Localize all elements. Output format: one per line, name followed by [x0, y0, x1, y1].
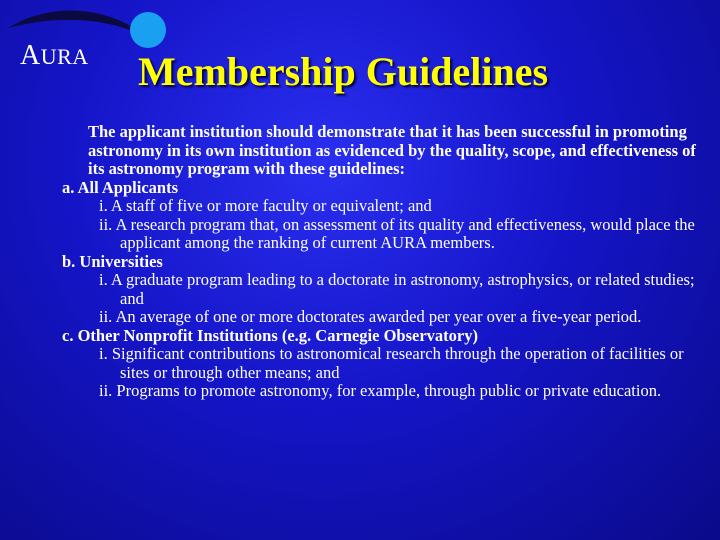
list-item: ii. An average of one or more doctorates awarded per year over a five-year period.: [99, 307, 642, 326]
list-item: i. Significant contributions to astronomical research through the operation of facilities or sites or through other means; and: [99, 344, 684, 382]
aura-logo-text: AURA: [20, 40, 89, 71]
section-heading: b. Universities: [62, 251, 163, 271]
guidelines-body: [62, 123, 712, 401]
list-item: ii. A research program that, on assessment of its quality and effectiveness, would place the applicant among the ranking of current AURA members.: [99, 214, 695, 252]
page-title: Membership Guidelines: [138, 49, 549, 94]
section-heading: a. All Applicants: [62, 177, 178, 197]
section-heading: c. Other Nonprofit Institutions (e.g. Carnegie Observatory): [62, 325, 478, 345]
section-other-nonprofit: [62, 327, 712, 401]
list-item: ii. Programs to promote astronomy, for example, through public or private education.: [99, 381, 662, 400]
list-item: i. A graduate program leading to a doctorate in astronomy, astrophysics, or related studies; and: [99, 270, 695, 308]
list-item: i. A staff of five or more faculty or equivalent; and: [99, 196, 432, 215]
intro-paragraph: The applicant institution should demonstrate that it has been successful in promoting astronomy in its own institution as evidenced by the quality, scope, and effectiveness of its astronomy program with these guidelines:: [88, 122, 696, 178]
section-universities: [62, 253, 712, 327]
section-all-applicants: [62, 179, 712, 253]
